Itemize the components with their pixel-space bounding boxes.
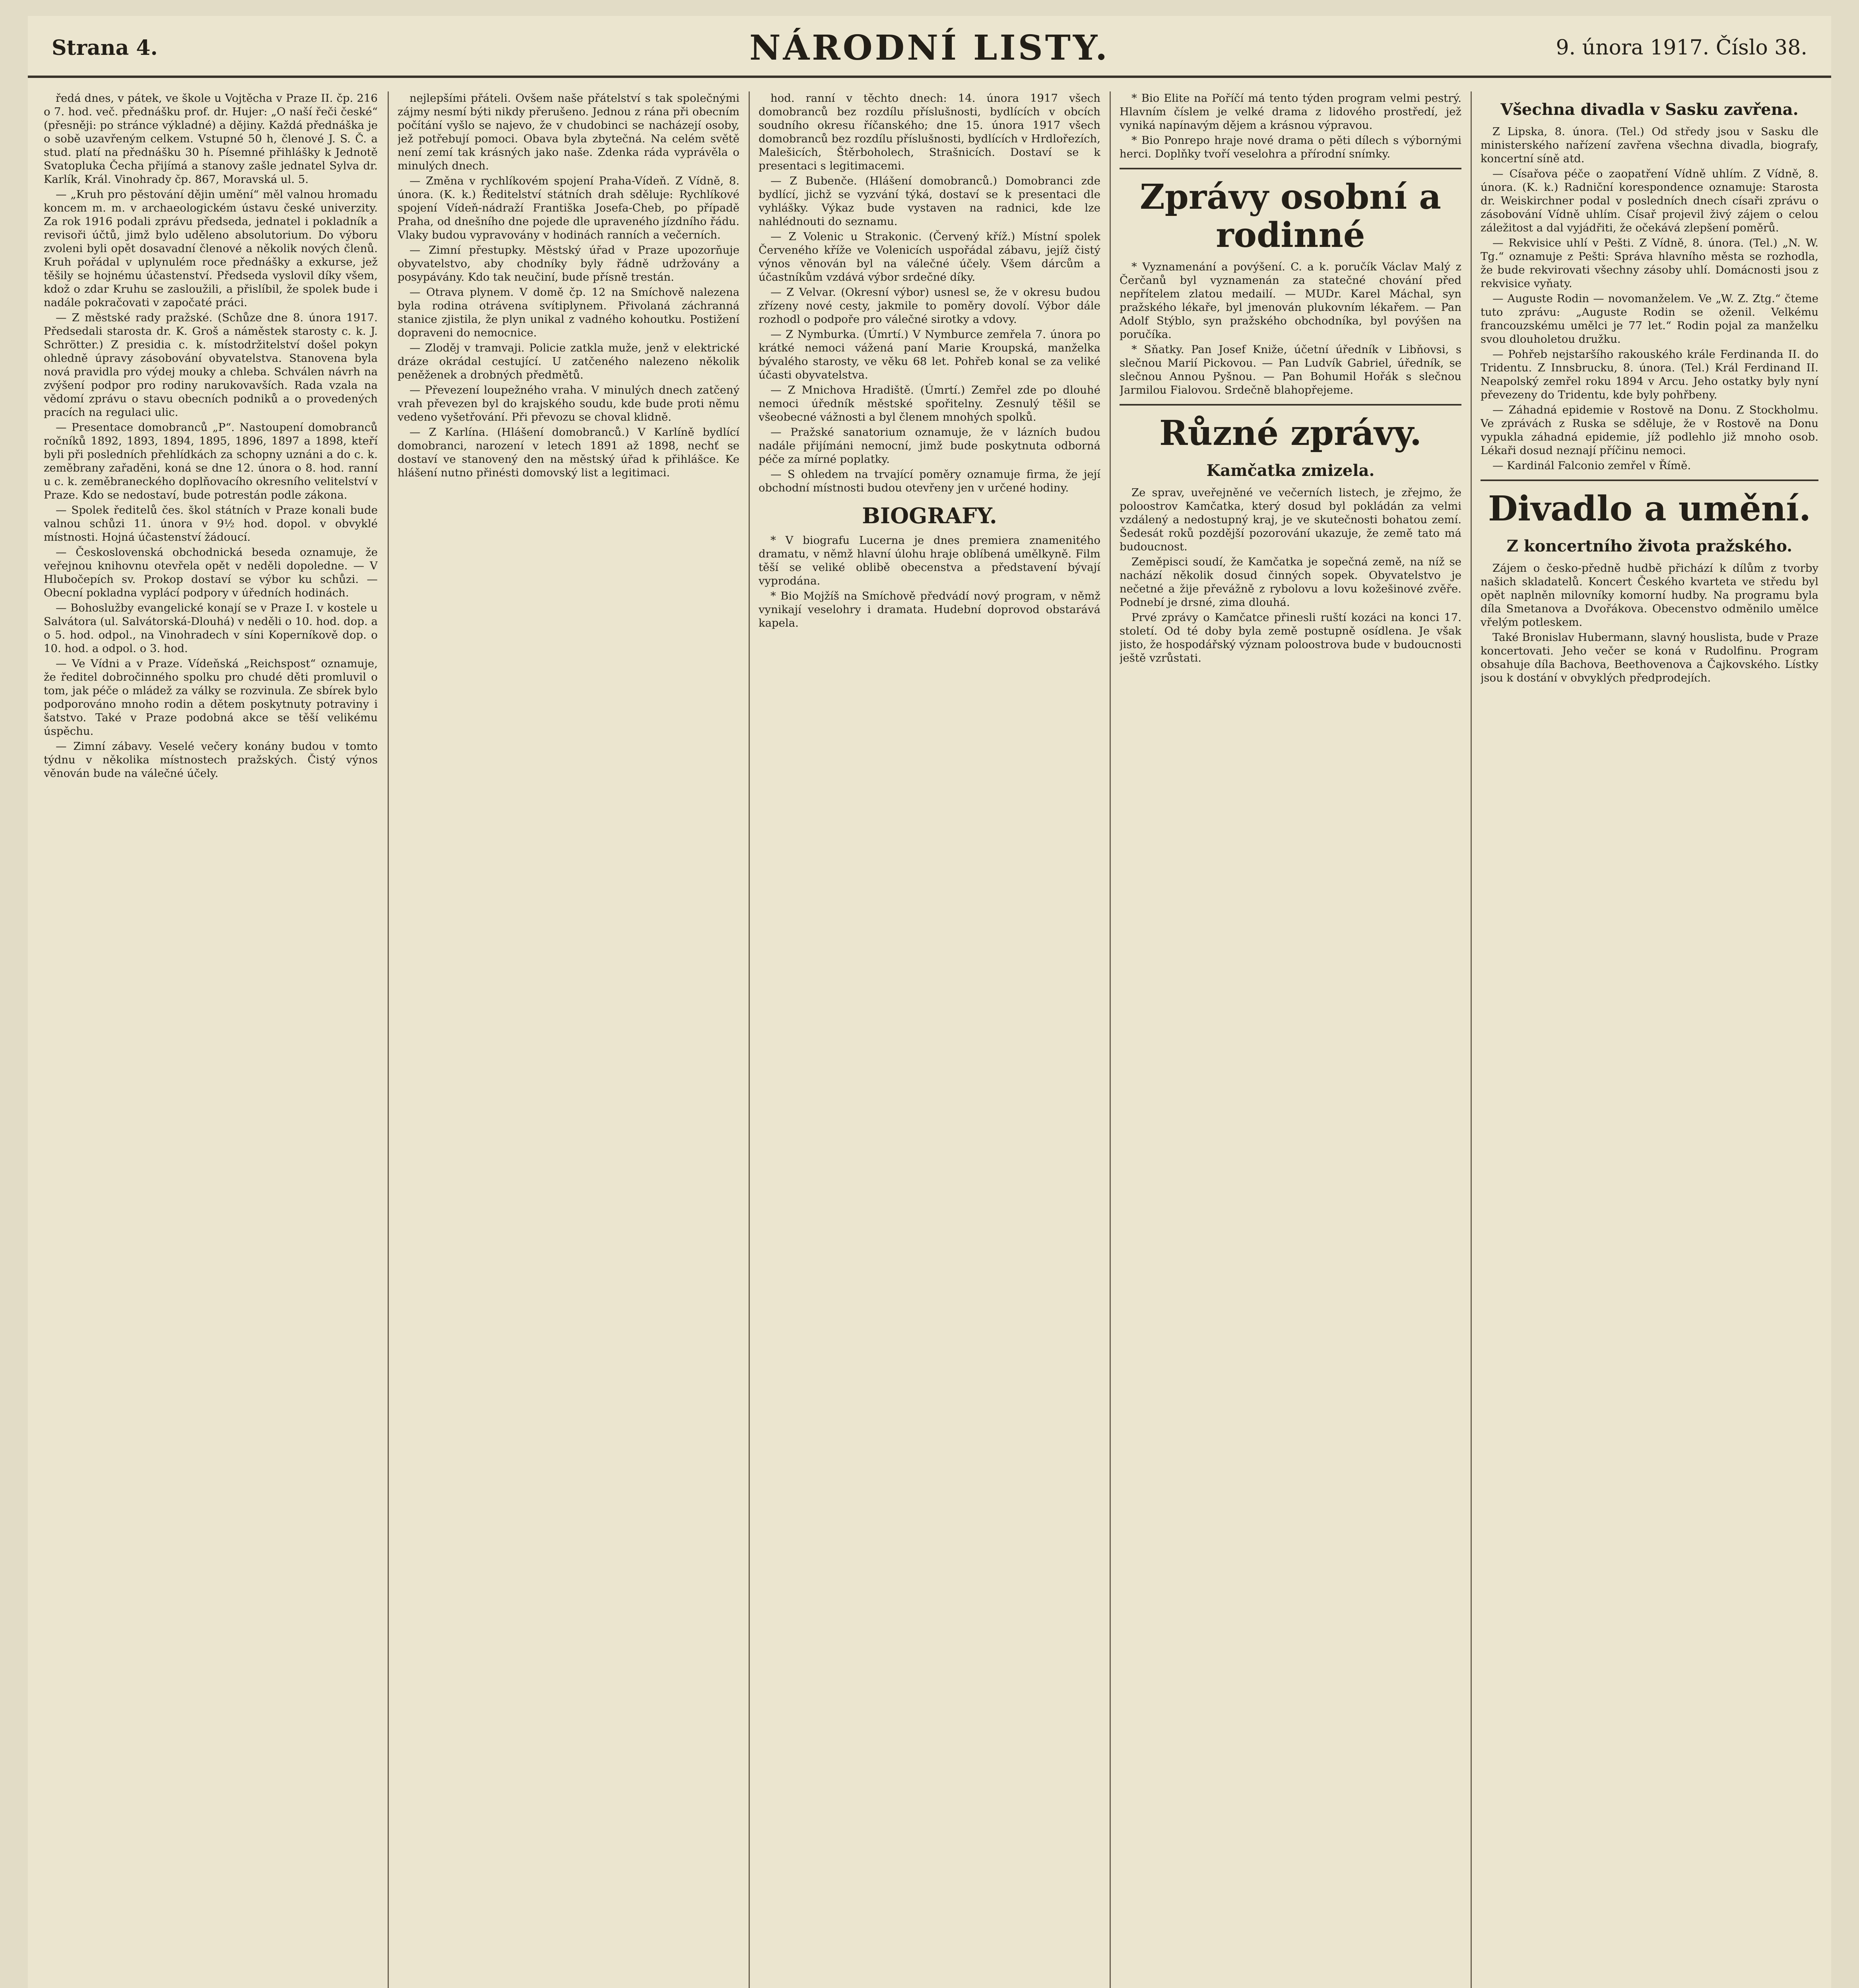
article-paragraph: — Rekvisice uhlí v Pešti. Z Vídně, 8. února. (Tel.) „N. W. Tg.“ oznamuje z Pešti: Správa hlavního města se rozhodla, že bude rekvirovati všechny zásoby uhlí. Domácnosti jsou z rekvisice vyňaty. — [1481, 237, 1818, 290]
article-paragraph: — S ohledem na trvající poměry oznamuje firma, že její obchodní místnosti budou otevřeny jen v určené hodiny. — [759, 468, 1100, 494]
article-paragraph: — Pražské sanatorium oznamuje, že v lázních budou nadále přijímáni nemocní, jimž bude poskytnuta odborná péče za mírné poplatky. — [759, 426, 1100, 466]
column-rule — [749, 91, 750, 1988]
article-paragraph: — Převezení loupežného vraha. V minulých dnech zatčený vrah převezen byl do krajského soudu, kde bude proti němu vedeno vyšetřování. Při převozu se choval klidně. — [398, 384, 739, 423]
column-1 — [44, 91, 378, 1988]
column-rule — [388, 91, 389, 1988]
page-number: Strana 4. — [52, 36, 158, 60]
article-paragraph: — Z Volenic u Strakonic. (Červený kříž.) Místní spolek Červeného kříže ve Volenicích uspořádal zábavu, jejíž čistý výnos věnován byl na válečné účely. Všem dárcům a účastníkům vzdává výbor srdečné díky. — [759, 230, 1100, 283]
article-heading-kamchatka: Kamčatka zmizela. — [1206, 461, 1375, 480]
article-paragraph: * Bio Mojžíš na Smíchově předvádí nový program, v němž vynikají veselohry i dramata. Hudební doprovod obstarává kapela. — [759, 590, 1100, 629]
article-paragraph: — Československá obchodnická beseda oznamuje, že veřejnou knihovnu otevřela opět v neděli dopoledne. — V Hlubočepích sv. Prokop dostaví se výbor ku schůzi. — Obecní pokladna vyplácí podpory v úředních hodinách. — [44, 546, 378, 599]
article-paragraph: — Kardinál Falconio zemřel v Římě. — [1492, 459, 1691, 472]
section-divider — [1120, 404, 1461, 406]
article-paragraph: Zeměpisci soudí, že Kamčatka je sopečná země, na níž se nachází několik dosud činných sopek. Obyvatelstvo je nečetné a žije převážně z rybolovu a lovu kožešinové zvěře. Podnebí je drsné, zima dlouhá. — [1120, 555, 1461, 609]
section-heading-social: Zprávy osobní a rodinné — [1140, 177, 1441, 255]
article-paragraph: — Z Velvar. (Okresní výbor) usnesl se, že v okresu budou zřízeny nové cesty, jakmile to poměry dovolí. Výbor dále rozhodl o podpoře pro válečné sirotky a vdovy. — [759, 286, 1100, 326]
article-paragraph: — Zimní zábavy. Veselé večery konány budou v tomto týdnu v několika místnostech pražských. Čistý výnos věnován bude na válečné účely. — [44, 740, 378, 780]
article-paragraph: — Zloděj v tramvaji. Policie zatkla muže, jenž v elektrické dráze okrádal cestující. U zatčeného nalezeno několik peněženek a drobných předmětů. — [398, 342, 739, 381]
newspaper-page — [28, 16, 1831, 1988]
section-heading-misc: Různé zprávy. — [1159, 413, 1422, 453]
article-paragraph: ředá dnes, v pátek, ve škole u Vojtěcha v Praze II. čp. 216 o 7. hod. več. přednášku prof. dr. Hujer: „O naší řeči české“ (přesněji: po stránce výkladné) a dějiny. Každá přednáška je o sobě uzavřeným celkem. Vstupné 50 h, členové J. S. Č. a stud. platí na přednášku 30 h. Písemné přihlášky k Jednotě Svatopluka Čecha přijímá a stanovy zašle jednatel Sylva dr. Karlík, Král. Vinohrady čp. 867, Moravská ul. 5. — [44, 92, 378, 186]
article-paragraph: — Změna v rychlíkovém spojení Praha-Vídeň. Z Vídně, 8. února. (K. k.) Ředitelství státních drah sděluje: Rychlíkové spojení Vídeň-nádraží Františka Josefa-Cheb, po případě Praha, od dnešního dne pojede dle upraveného jízdního řádu. Vlaky budou vypravovány v hodinách ranních a večerních. — [398, 175, 739, 241]
article-paragraph: Z Lipska, 8. února. (Tel.) Od středy jsou v Sasku dle ministerského nařízení zavřena všechna divadla, biografy, koncertní síně atd. — [1481, 125, 1818, 165]
column-3 — [759, 91, 1100, 1988]
article-paragraph: — Bohoslužby evangelické konají se v Praze I. v kostele u Salvátora (ul. Salvátorská-Dlouhá) v neděli o 10. hod. dop. a o 5. hod. odpol., na Vinohradech v síni Koperníkově dop. o 10. hod. a odpol. o 3. hod. — [44, 602, 378, 655]
article-paragraph: * V biografu Lucerna je dnes premiera znamenitého dramatu, v němž hlavní úlohu hraje oblíbená umělkyně. Film těší se veliké oblibě obecenstva a představení bývají vyprodána. — [759, 534, 1100, 587]
section-heading-theatre: Divadlo a umění. — [1488, 489, 1811, 529]
article-paragraph: — Z Bubenče. (Hlášení domobranců.) Domobranci zde bydlící, jichž se vyzvání týká, dostaví se k presentaci dle vyhlášky. Výkaz bude vystaven na radnici, kde lze nahlédnouti do seznamu. — [759, 175, 1100, 228]
article-paragraph: — Z městské rady pražské. (Schůze dne 8. února 1917. Předsedali starosta dr. K. Groš a náměstek starosty c. k. J. Schrötter.) Z presidia c. k. místodržitelství došel pokyn ohledně úpravy zásobování obyvatelstva. Stanovena byla nová pravidla pro výdej mouky a chleba. Schválen návrh na zvýšení podpor pro rodiny narukovavších. Rada vzala na vědomí zprávu o stavu obecních podniků a o provedených pracích na regulaci ulic. — [44, 311, 378, 419]
article-paragraph: — Auguste Rodin — novomanželem. Ve „W. Z. Ztg.“ čteme tuto zprávu: „Auguste Rodin se oženil. Velkému francouzskému umělci je 77 let.“ Rodin pojal za manželku svou dlouholetou družku. — [1481, 292, 1818, 346]
column-rule — [1471, 91, 1472, 1988]
column-4 — [1120, 91, 1461, 1988]
column-2 — [398, 91, 739, 1988]
section-divider — [1481, 480, 1818, 481]
article-paragraph: Zájem o česko-předně hudbě přichází k dílům z tvorby našich skladatelů. Koncert Českého kvarteta ve středu byl opět naplněn milovníky komorní hudby. Na programu byla díla Smetanova a Dvořákova. Obecenstvo odměnilo umělce vřelým potleskem. — [1481, 562, 1818, 629]
article-paragraph: * Vyznamenání a povýšení. C. a k. poručík Václav Malý z Čerčanů byl vyznamenán za statečné chování před nepřítelem zlatou medailí. — MUDr. Karel Máchal, syn pražského lékaře, byl jmenován plukovním lékařem. — Pan Adolf Stýblo, syn pražského obchodníka, byl povýšen na poručíka. — [1120, 260, 1461, 341]
article-paragraph: — Ve Vídni a v Praze. Vídeňská „Reichspost“ oznamuje, že ředitel dobročinného spolku pro chudé děti promluvil o tom, jak péče o mládež za války se rozvinula. Ze sbírek bylo podporováno mnoho rodin a dětem poskytnuty potraviny i šatstvo. Také v Praze podobná akce se těší velikému úspěchu. — [44, 657, 378, 738]
article-paragraph: — Z Mnichova Hradiště. (Úmrtí.) Zemřel zde po dlouhé nemoci úředník městské spořitelny. Zesnulý těšil se všeobecné vážnosti a byl členem mnohých spolků. — [759, 384, 1100, 423]
article-paragraph: — Záhadná epidemie v Rostově na Donu. Z Stockholmu. Ve zprávách z Ruska se sděluje, že v Rostově na Donu vypukla záhadná epidemie, jíž podlehlo již mnoho osob. Lékaři dosud neznají příčinu nemoci. — [1481, 404, 1818, 457]
section-divider — [1120, 168, 1461, 169]
section-heading-biografy: BIOGRAFY. — [862, 503, 997, 528]
article-heading-concert: Z koncertního života pražského. — [1506, 537, 1793, 555]
issue-date: 9. února 1917. Číslo 38. — [1556, 36, 1807, 60]
article-paragraph: — Císařova péče o zaopatření Vídně uhlím. Z Vídně, 8. února. (K. k.) Radniční korespondence oznamuje: Starosta dr. Weiskirchner podal v posledních dnech císaři zprávu o zásobování Vídně uhlím. Císař projevil živý zájem o celou záležitost a dal vyjádřiti, že očekává zlepšení poměrů. — [1481, 167, 1818, 234]
article-paragraph: Prvé zprávy o Kamčatce přinesli ruští kozáci na konci 17. století. Od té doby byla země postupně osídlena. Je však jisto, že hospodářský význam poloostrova bude v budoucnosti ještě vzrůstati. — [1120, 611, 1461, 664]
article-paragraph: * Bio Ponrepo hraje nové drama o pěti dílech s výbornými herci. Doplňky tvoří veselohra a přírodní snímky. — [1120, 134, 1461, 160]
column-5 — [1481, 91, 1818, 1988]
article-paragraph: — Zimní přestupky. Městský úřad v Praze upozorňuje obyvatelstvo, aby chodníky byly řádně udržovány a posypávány. Kdo tak neučiní, bude přísně trestán. — [398, 244, 739, 283]
article-paragraph: — Otrava plynem. V domě čp. 12 na Smíchově nalezena byla rodina otrávena svítiplynem. Přivolaná záchranná stanice zjistila, že plyn unikal z vadného kohoutku. Postižení dopraveni do nemocnice. — [398, 286, 739, 339]
column-rule — [1110, 91, 1111, 1988]
article-paragraph: — „Kruh pro pěstování dějin umění“ měl valnou hromadu koncem m. m. v archaeologickém ústavu české univerzity. Za rok 1916 podali zprávu předseda, jednatel i pokladník a revisoři účtů, jimž bylo uděleno absolutorium. Do výboru zvoleni byli opět dosavadní členové a několik nových členů. Kruh pořádal v uplynulém roce přednášky a exkurse, jež těšily se hojnému účastenství. Předseda vyslovil díky všem, kdož o zdar Kruhu se zasloužili, a přislíbil, že spolek bude i nadále pokračovati v započaté práci. — [44, 188, 378, 309]
article-paragraph: hod. ranní v těchto dnech: 14. února 1917 všech domobranců bez rozdílu příslušnosti, bydlících v obcích soudního okresu říčanského; dne 15. února 1917 všech domobranců bez rozdílu příslušnosti, bydlících v Hrdlořezích, Malešicích, Štěrboholech, Strašnicích. Dostaví se k presentaci s legitimacemi. — [759, 92, 1100, 172]
article-paragraph: Ze sprav, uveřejněné ve večerních listech, je zřejmo, že poloostrov Kamčatka, který dosud byl pokládán za velmi vzdálený a nedostupný kraj, je ve skutečnosti bohatou zemí. Šedesát roků pozdější pozorování ukazuje, že země tato má budoucnost. — [1120, 486, 1461, 553]
article-paragraph: — Pohřeb nejstaršího rakouského krále Ferdinanda II. do Tridentu. Z Innsbrucku, 8. února. (Tel.) Král Ferdinand II. Neapolský zemřel roku 1894 v Arcu. Jeho ostatky byly nyní převezeny do Tridentu, kde byly pohřbeny. — [1481, 348, 1818, 401]
article-paragraph: * Sňatky. Pan Josef Kniže, účetní úředník v Libňovsi, s slečnou Marií Pickovou. — Pan Ludvík Gabriel, úředník, se slečnou Annou Pyšnou. — Pan Bohumil Hořák s slečnou Jarmilou Fialovou. Srdečně blahopřejeme. — [1120, 343, 1461, 396]
article-paragraph: * Bio Elite na Poříčí má tento týden program velmi pestrý. Hlavním číslem je velké drama z lidového prostředí, jež vyniká napínavým dějem a krásnou výpravou. — [1120, 92, 1461, 132]
masthead: NÁRODNÍ LISTY. — [749, 28, 1110, 68]
article-paragraph: — Presentace domobranců „P“. Nastoupení domobranců ročníků 1892, 1893, 1894, 1895, 1896, 1897 a 1898, kteří byli při posledních přehlídkách za schopny uznáni a do c. k. zeměbrany zařaděni, koná se dne 12. února o 8. hod. ranní u c. k. zeměbraneckého doplňovacího okresního velitelství v Praze. Kdo se nedostaví, bude potrestán podle zákona. — [44, 421, 378, 501]
page-header — [28, 16, 1831, 78]
article-paragraph: nejlepšími přáteli. Ovšem naše přátelství s tak společnými zájmy nesmí býti nikdy přerušeno. Jednou z rána při obecním počítání vyšlo se najevo, že v chudobinci se nacházejí osoby, jež potřebují pomoci. Obava byla zbytečná. Na celém světě není zemí tak krásných jako naše. Zdenka ráda vyprávěla o minulých dnech. — [398, 92, 739, 172]
article-paragraph: — Z Karlína. (Hlášení domobranců.) V Karlíně bydlící domobranci, narození v letech 1891 až 1898, nechť se dostaví ve stanovený den na městský úřad k přihlášce. Ke hlášení nutno přinésti domovský list a legitimaci. — [398, 426, 739, 479]
article-paragraph: Také Bronislav Hubermann, slavný houslista, bude v Praze koncertovati. Jeho večer se koná v Rudolfinu. Program obsahuje díla Bachova, Beethovenova a Čajkovského. Lístky jsou k dostání v obvyklých předprodejích. — [1481, 631, 1818, 684]
article-paragraph: — Spolek ředitelů čes. škol státních v Praze konali bude valnou schůzi 11. února v 9½ hod. dopol. v obvyklé místnosti. Hojná účastenství žádoucí. — [44, 504, 378, 544]
article-paragraph: — Z Nymburka. (Úmrtí.) V Nymburce zemřela 7. února po krátké nemoci vážená paní Marie Kroupská, manželka bývalého starosty, ve věku 68 let. Pohřeb konal se za veliké účasti obyvatelstva. — [759, 328, 1100, 381]
article-heading-saxony: Všechna divadla v Sasku zavřena. — [1500, 100, 1799, 119]
